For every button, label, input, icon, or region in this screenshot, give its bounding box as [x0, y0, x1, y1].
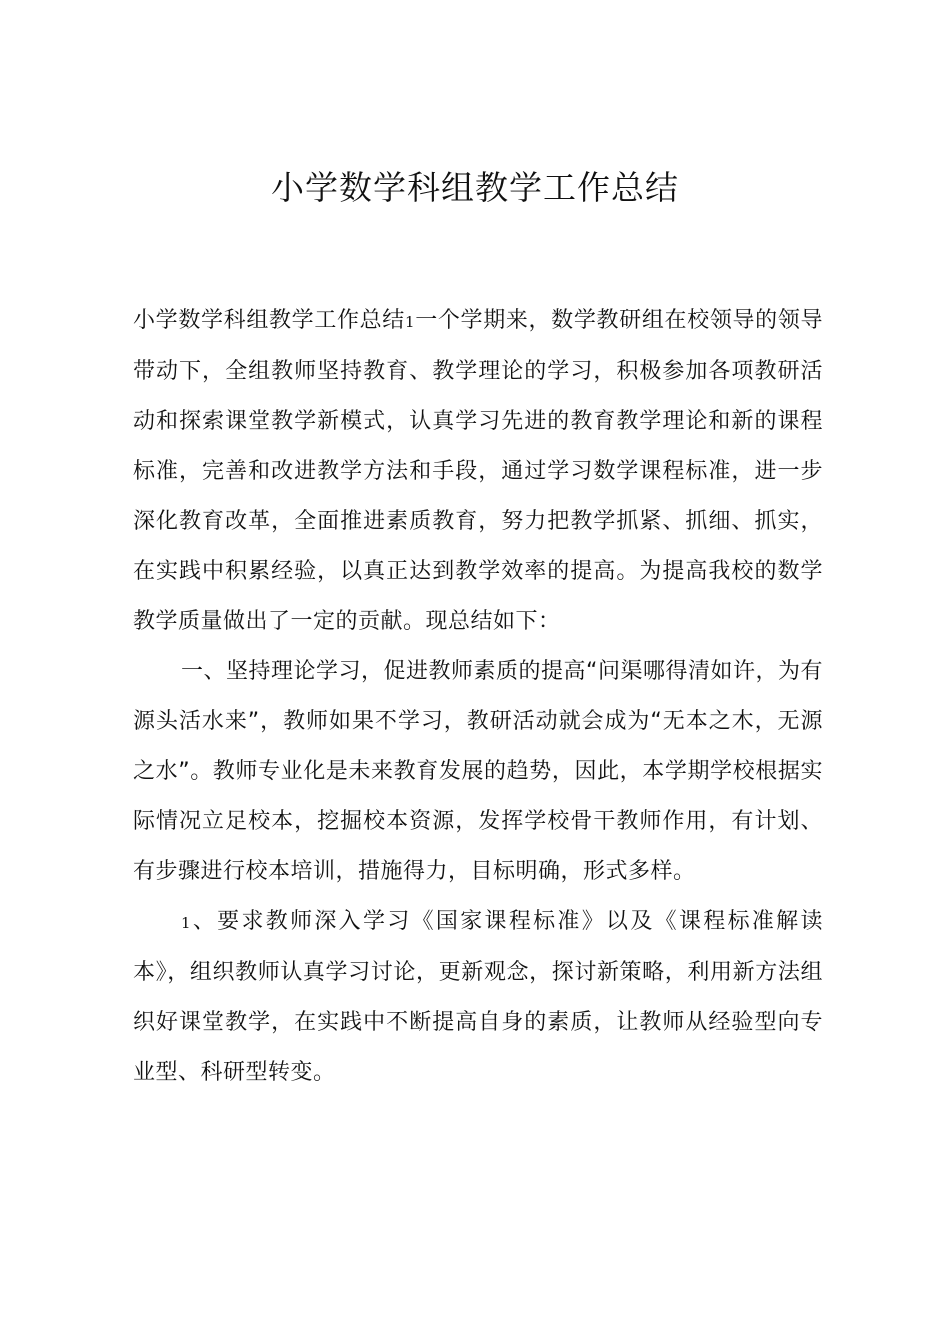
paragraph-section-one: 一、坚持理论学习，促进教师素质的提高“问渠哪得清如许，为有源头活水来”，教师如果不学习，教研活动就会成为“无本之木，无源之水”。教师专业化是未来教育发展的趋势，因此，本学期学校根据实际情况立足校本，挖掘校本资源，发挥学校骨干教师作用，有计划、有步骤进行校本培训，措施得力，目标明确，形式多样。	[133, 659, 823, 884]
intro-text: 一个学期来，数学教研组在校领导的领导带动下，全组教师坚持教育、教学理论的学习，积极参加各项教研活动和探索课堂教学新模式，认真学习先进的教育教学理论和新的课程标准，完善和改进教学方法和手段，通过学习数学课程标准，进一步深化教育改革，全面推进素质教育，努力把教学抓紧、抓细、抓实，在实践中积累经验，以真正达到教学效率的提高。为提高我校的数学教学质量做出了一定的贡献。现总结如下：	[133, 308, 823, 634]
document-body	[133, 296, 823, 1098]
intro-prefix: 小学数学科组教学工作总结	[133, 308, 405, 333]
paragraph-intro	[133, 296, 823, 647]
paragraph-item-one	[133, 897, 823, 1098]
document-title: 小学数学科组教学工作总结	[271, 168, 679, 207]
item-text: 、要求教师深入学习《国家课程标准》以及《课程标准解读本》，组织教师认真学习讨论，更新观念，探讨新策略，利用新方法组织好课堂教学，在实践中不断提高自身的素质，让教师从经验型向专业型、科研型转变。	[133, 909, 823, 1085]
intro-number: 1	[404, 313, 416, 331]
item-number: 1	[181, 914, 192, 932]
